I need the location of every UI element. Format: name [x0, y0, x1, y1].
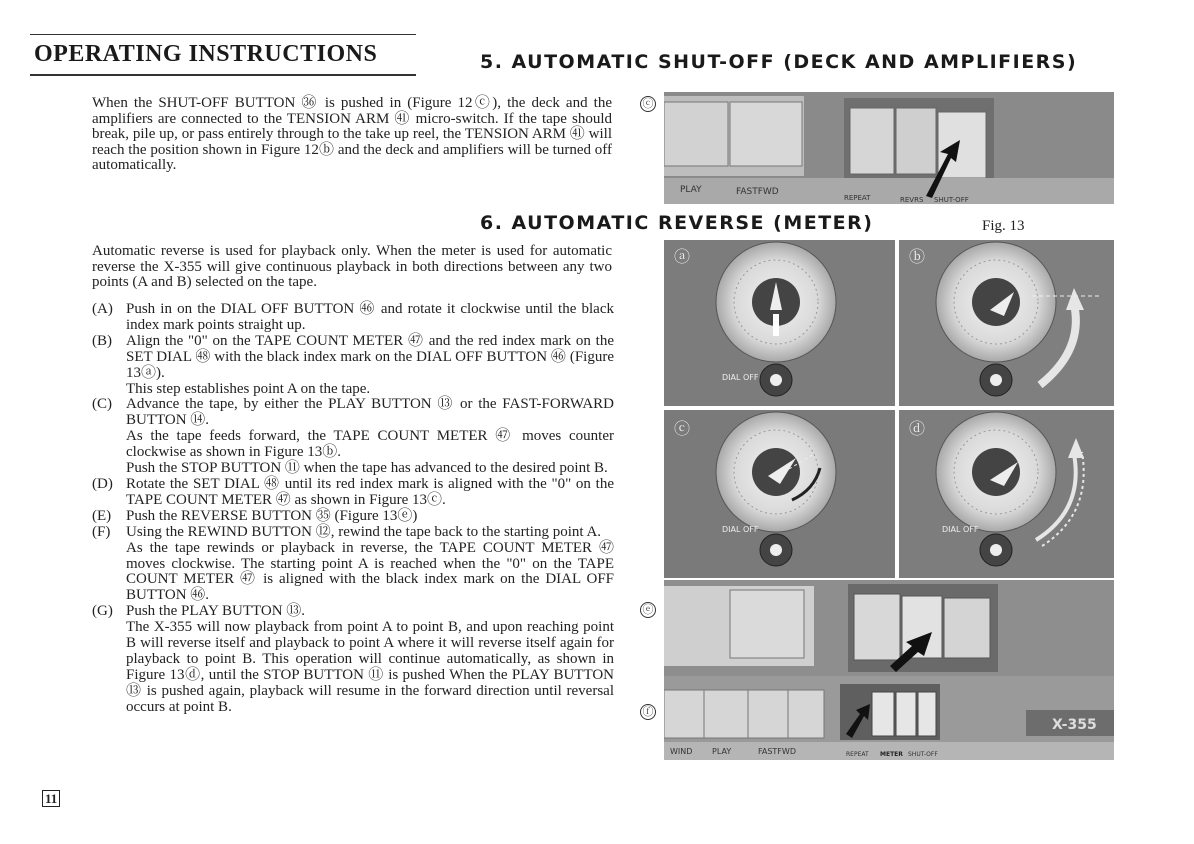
- step-label: (E): [92, 507, 112, 524]
- step-label: (G): [92, 603, 113, 620]
- section-6-title: 6. AUTOMATIC REVERSE (METER): [480, 212, 874, 234]
- step-label: (A): [92, 301, 113, 317]
- photo-full-deck: [664, 676, 1114, 760]
- panel-b: [899, 240, 1114, 406]
- step-text: Push the STOP BUTTON ⑪ when the tape has advanced to the desired point B.: [126, 460, 608, 477]
- fig-f-marker: [640, 702, 656, 720]
- dial-off-label-a: DIAL OFF: [722, 373, 759, 382]
- section-5-title: 5. AUTOMATIC SHUT-OFF (DECK AND AMPLIFIERS): [480, 51, 1078, 73]
- label-play-2: PLAY: [712, 747, 732, 756]
- step-text: Using the REWIND BUTTON ⑫, rewind the tape back to the starting point A.: [126, 523, 602, 540]
- step-text: This step establishes point A on the tape.: [126, 380, 371, 397]
- label-fastfwd: FASTFWD: [736, 187, 779, 197]
- label-shutoff: SHUT-OFF: [934, 196, 969, 204]
- step-b: [92, 334, 614, 398]
- step-text: Advance the tape, by either the PLAY BUTTON ⑬ or the FAST-FORWARD BUTTON ⑭.: [126, 396, 614, 429]
- step-e: [92, 509, 614, 525]
- section-5-paragraph: When the SHUT-OFF BUTTON ㊱ is pushed in (Figure 12ⓒ), the deck and the amplifiers are connected to the TENSION ARM ㊶ micro-switch. If the tape should break, pile up, or pass entirely through to the take up reel, the TENSION ARM ㊶ will reach the position shown in Figure 12ⓑ and the deck and amplifiers will be turned off automatically.: [92, 95, 612, 174]
- panel-b-letter: ⓑ: [909, 247, 926, 266]
- fig-c-top-marker: [640, 94, 656, 112]
- panel-d-letter: ⓓ: [909, 419, 926, 438]
- photo-shutoff-buttons: [664, 92, 1114, 204]
- step-text: Rotate the SET DIAL ㊽ until its red index mark is aligned with the "0" on the TAPE COUNT METER ㊼ as shown in Figure 13ⓒ.: [126, 475, 614, 508]
- label-meter: METER: [880, 751, 903, 758]
- label-shutoff-2: SHUT-OFF: [908, 751, 938, 758]
- panel-a: [664, 240, 895, 406]
- photo-dial-panels: [664, 240, 1114, 578]
- step-label: (B): [92, 332, 112, 349]
- step-label: (C): [92, 396, 112, 413]
- section-6-steps: [92, 302, 614, 716]
- step-text: Push the REVERSE BUTTON ㉟ (Figure 13ⓔ): [126, 507, 418, 524]
- step-label: (D): [92, 475, 113, 492]
- step-a: [92, 302, 614, 334]
- step-label: (F): [92, 523, 111, 540]
- fig-e-letter: ⓔ: [640, 602, 656, 618]
- photo-reverse-button: [664, 580, 1114, 676]
- section-6-intro: Automatic reverse is used for playback only. When the meter is used for automatic reverse the X-355 will give continuous playback in both directions between any two points (A and B) selected on the tape.: [92, 243, 612, 291]
- panel-d: [899, 410, 1114, 578]
- step-text: As the tape rewinds or playback in reverse, the TAPE COUNT METER ㊼ moves clockwise. The starting point A is reached when the "0" on the TAPE COUNT METER ㊼ is aligned with the black index mark on the DIAL OFF BUTTON ㊻.: [126, 539, 614, 604]
- label-play: PLAY: [680, 185, 702, 195]
- step-g: [92, 604, 614, 715]
- figure-13-label: Fig. 13: [982, 218, 1025, 234]
- step-text: Push in on the DIAL OFF BUTTON ㊻ and rotate it clockwise until the black index mark points straight up.: [126, 301, 614, 333]
- step-text: As the tape feeds forward, the TAPE COUNT METER ㊼ moves counter clockwise as shown in Figure 13ⓑ.: [126, 428, 614, 461]
- step-text: Align the "0" on the TAPE COUNT METER ㊼ and the red index mark on the SET DIAL ㊽ with the black index mark on the DIAL OFF BUTTON ㊻ (Figure 13ⓐ).: [126, 332, 614, 381]
- dial-off-label-c: DIAL OFF: [722, 525, 759, 534]
- step-f: [92, 525, 614, 605]
- model-badge: X-355: [1052, 717, 1097, 733]
- fig-e-marker: [640, 600, 656, 618]
- step-text: Push the PLAY BUTTON ⑬.: [126, 603, 306, 620]
- step-c: [92, 397, 614, 477]
- label-fastfwd-2: FASTFWD: [758, 747, 796, 756]
- label-revrs: REVRS: [900, 196, 924, 204]
- page-number: 11: [42, 790, 60, 807]
- label-wind: WIND: [670, 747, 693, 756]
- label-repeat-2: REPEAT: [846, 751, 869, 758]
- page-header-title: OPERATING INSTRUCTIONS: [30, 34, 416, 76]
- fig-c-top-letter: ⓒ: [640, 96, 656, 112]
- panel-c-letter: ⓒ: [674, 419, 691, 438]
- step-d: [92, 477, 614, 509]
- panel-c: [664, 410, 895, 578]
- fig-f-letter: ⓕ: [640, 704, 656, 720]
- panel-a-letter: ⓐ: [674, 247, 691, 266]
- label-repeat: REPEAT: [844, 194, 871, 202]
- step-text: The X-355 will now playback from point A to point B, and upon reaching point B will reverse itself and playback to point A where it will reverse itself again for playback to point B. This operation will continue automatically, as shown in Figure 13ⓓ, until the STOP BUTTON ⑪ is pushed When the PLAY BUTTON ⑬ is pushed again, playback will resume in the forward direction until reversal occurs at point B.: [126, 619, 614, 715]
- dial-off-label-d: DIAL OFF: [942, 525, 979, 534]
